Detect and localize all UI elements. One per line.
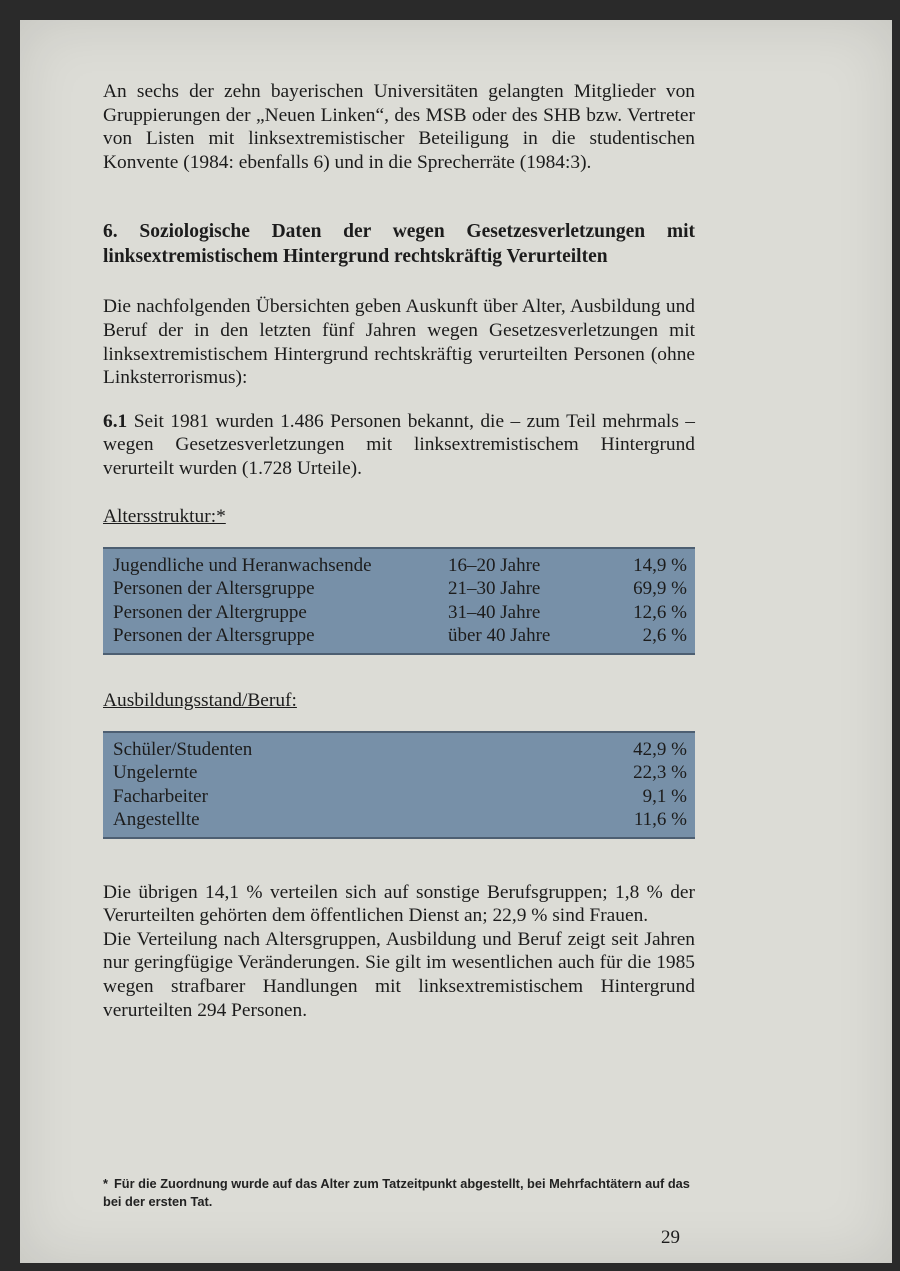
overview-paragraph: Die nachfolgenden Übersichten geben Auskunft über Alter, Ausbildung und Beruf der in den letzten fünf Jahren wegen Gesetzesverletzungen mit linksextremistischem Hintergrund rechtskräftig verurteilten Personen (ohne Linksterrorismus): bbox=[103, 296, 695, 389]
table-row bbox=[113, 808, 687, 832]
page-number: 29 bbox=[661, 1227, 680, 1248]
section-number: 6.1 bbox=[103, 410, 128, 432]
percentage-cell: 9,1 % bbox=[642, 785, 687, 807]
trend-paragraph: Die Verteilung nach Altersgruppen, Ausbildung und Beruf zeigt seit Jahren nur geringfügige Veränderungen. Sie gilt im wesentlichen auch für die 1985 wegen strafbarer Handlungen mit linksextremistischem Hintergrund verurteilten 294 Personen. bbox=[103, 928, 695, 1021]
footnote-marker: * bbox=[103, 1176, 108, 1191]
age-group-cell: Personen der Altersgruppe bbox=[113, 625, 315, 647]
education-group-cell: Ungelernte bbox=[113, 762, 198, 784]
age-group-cell: Jugendliche und Heranwachsende bbox=[113, 554, 372, 576]
section-heading: 6. Soziologische Daten der wegen Gesetzesverletzungen mit linksextremistischem Hintergrund rechtskräftig Verurteilten bbox=[103, 221, 695, 268]
table-row bbox=[113, 577, 687, 601]
table-row bbox=[113, 738, 687, 762]
percentage-cell: 22,3 % bbox=[633, 762, 687, 784]
section-6-1-paragraph bbox=[103, 410, 695, 481]
table-row bbox=[113, 624, 687, 648]
education-label: Ausbildungsstand/Beruf: bbox=[103, 689, 297, 711]
age-range-cell: 31–40 Jahre bbox=[448, 601, 541, 623]
footnote bbox=[103, 1175, 695, 1211]
age-range-cell: 16–20 Jahre bbox=[448, 554, 541, 576]
table-row bbox=[113, 601, 687, 625]
age-structure-label: Altersstruktur:* bbox=[103, 505, 226, 527]
section-6-1-text: Seit 1981 wurden 1.486 Personen bekannt, die – zum Teil mehrmals – wegen Gesetzesverletzungen mit linksextremistischem Hintergrund verurteilt wurden (1.728 Urteile). bbox=[103, 410, 695, 479]
percentage-cell: 14,9 % bbox=[633, 554, 687, 576]
percentage-cell: 11,6 % bbox=[633, 809, 687, 831]
age-group-cell: Personen der Altergruppe bbox=[113, 601, 307, 623]
education-table bbox=[103, 731, 695, 839]
age-range-cell: über 40 Jahre bbox=[448, 625, 551, 647]
age-group-cell: Personen der Altersgruppe bbox=[113, 578, 315, 600]
remaining-groups-paragraph: Die übrigen 14,1 % verteilen sich auf sonstige Berufsgruppen; 1,8 % der Verurteilten gehörten dem öffentlichen Dienst an; 22,9 % sind Frauen. bbox=[103, 881, 695, 927]
footnote-text: Für die Zuordnung wurde auf das Alter zum Tatzeitpunkt abgestellt, bei Mehrfachtätern auf das bei der ersten Tat. bbox=[103, 1176, 690, 1209]
percentage-cell: 2,6 % bbox=[642, 625, 687, 647]
document-page bbox=[20, 20, 892, 1263]
percentage-cell: 42,9 % bbox=[633, 738, 687, 760]
percentage-cell: 69,9 % bbox=[633, 578, 687, 600]
education-group-cell: Angestellte bbox=[113, 809, 200, 831]
age-structure-table bbox=[103, 547, 695, 655]
intro-paragraph: An sechs der zehn bayerischen Universitäten gelangten Mitglieder von Gruppierungen der „Neuen Linken“, des MSB oder des SHB bzw. Vertreter von Listen mit linksextremistischer Beteiligung in die studentischen Konvente (1984: ebenfalls 6) und in die Sprecherräte (1984:3). bbox=[103, 81, 695, 173]
table-row bbox=[113, 761, 687, 785]
table-row bbox=[113, 785, 687, 809]
percentage-cell: 12,6 % bbox=[633, 601, 687, 623]
education-group-cell: Schüler/Studenten bbox=[113, 738, 253, 760]
age-range-cell: 21–30 Jahre bbox=[448, 578, 541, 600]
education-group-cell: Facharbeiter bbox=[113, 785, 208, 807]
page-content bbox=[103, 80, 695, 1022]
table-row bbox=[113, 554, 687, 578]
